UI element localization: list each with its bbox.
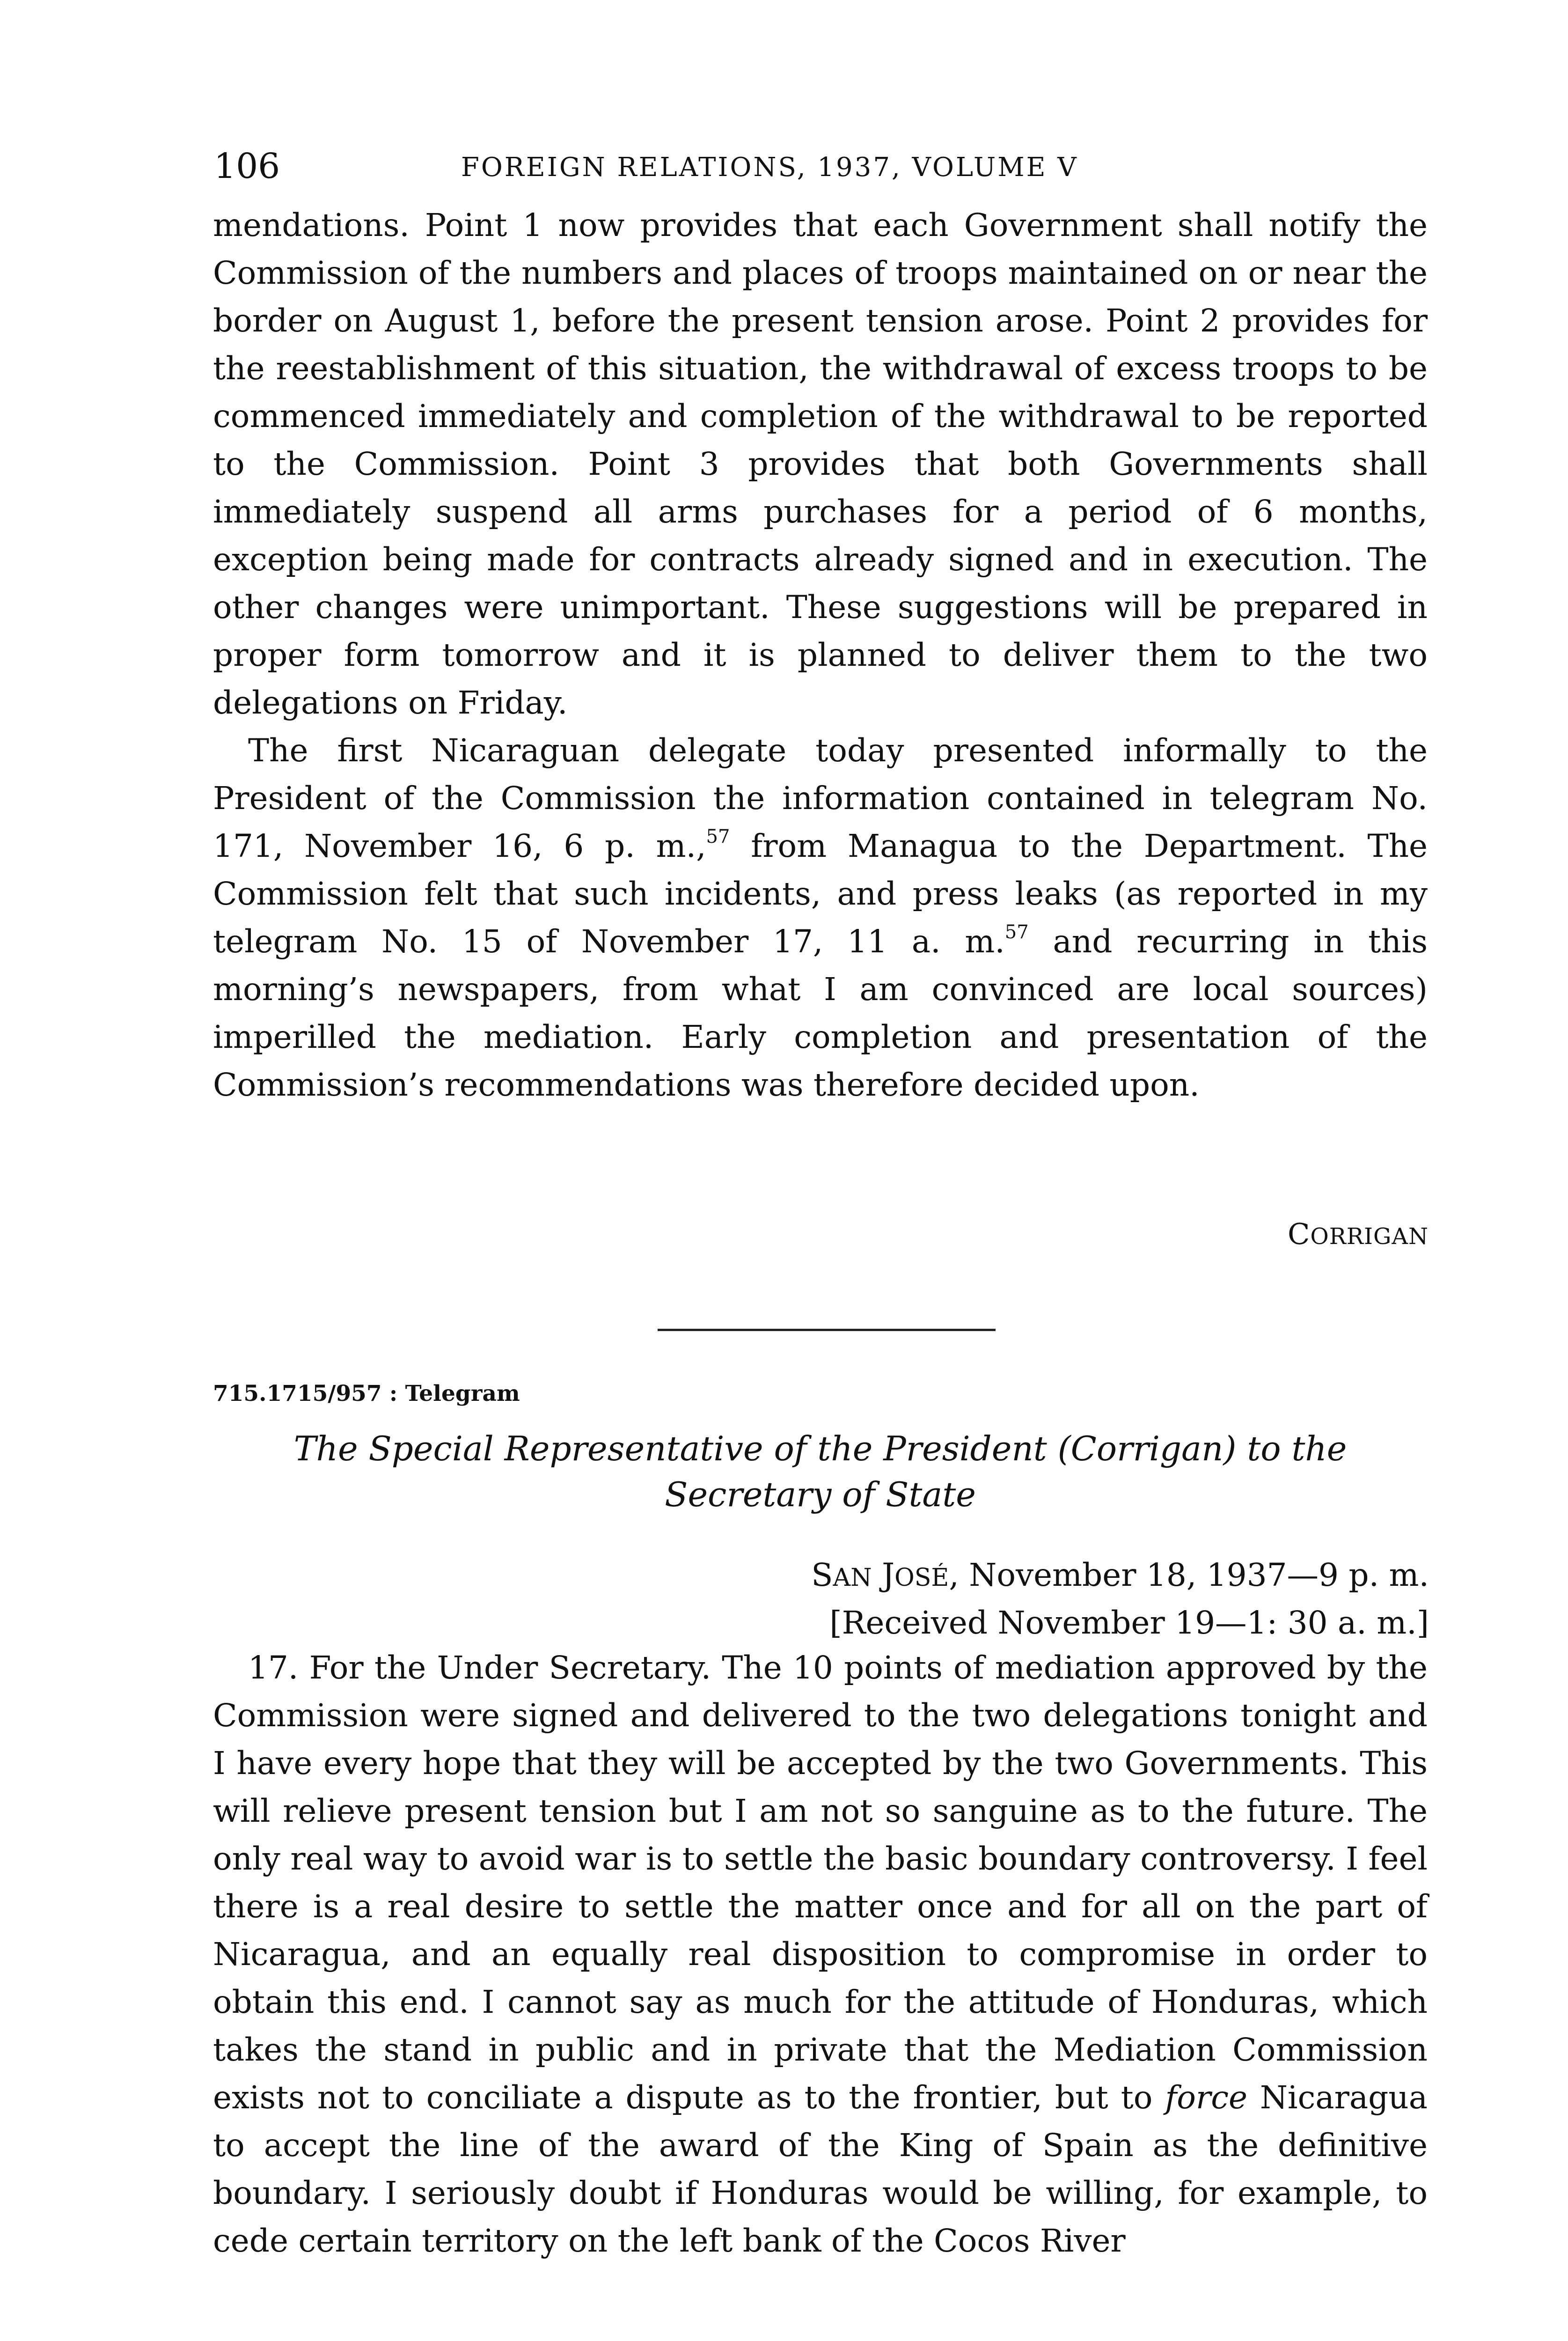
page-number: 106 [214,146,280,186]
running-title: FOREIGN RELATIONS, 1937, VOLUME V [461,152,1078,183]
signature: CORRIGAN [1287,1217,1429,1251]
paragraph-3: 17. For the Under Secretary. The 10 points of mediation approved by the Commission were signed and delivered to the two delegations tonight and I have every hope that they will be accepted by the two Governments. This will relieve present tension but I am not so sanguine as to the future. The only real way to avoid war is to settle the basic boundary controversy. I feel there is a real desire to settle the matter once and for all on the part of Nicaragua, and an equally real disposition to compromise in order to obtain this end. I cannot say as much for the attitude of Honduras, which takes the stand in public and in private that the Mediation Commission exists not to conciliate a dispute as to the frontier, but to force Nicaragua to accept the line of the award of the King of Spain as the definitive boundary. I seriously doubt if Honduras would be willing, for example, to cede certain territory on the left bank of the Cocos River [213,1649,1428,2259]
section-divider [658,1329,996,1331]
paragraph-1: mendations. Point 1 now provides that each Government shall notify the Commission of the numbers and places of troops maintained on or near the border on August 1, before the present tension arose. Point 2 provides for the reestablishment of this situation, the withdrawal of excess troops to be commenced immediately and completion of the withdrawal to be reported to the Commission. Point 3 provides that both Governments shall immediately suspend all arms purchases for a period of 6 months, exception being made for contracts already signed and in execution. The other changes were unimportant. These suggestions will be prepared in proper form tomorrow and it is planned to deliver them to the two delegations on Friday. [213,206,1428,721]
emphasis-force: force [1165,2079,1247,2116]
heading-line-1: The Special Representative of the President (Corrigan) to the [293,1429,1347,1468]
footnote-ref: 57 [706,826,730,847]
place-date-line: SAN JOSÉ, November 18, 1937—9 p. m. [811,1556,1429,1593]
paragraph-2: The first Nicaraguan delegate today presented informally to the President of the Commission the information contained in telegram No. 171, November 16, 6 p. m.,$^{57}$ from Managua to the Department. The Commission felt that such incidents, and press leaks (as reported in my telegram No. 15 of November 17, 11 a. m.$^{57}$ and recurring in this morning’s newspapers, from what I am convinced are local sources) imperilled the mediation. Early completion and presentation of the Commission’s recommendations was therefore decided upon. [213,732,1428,1103]
telegram-1-body [213,201,1428,1109]
received-line: [Received November 19—1: 30 a. m.] [829,1604,1429,1641]
telegram-2-body [213,1644,1428,2265]
document-heading [213,1426,1428,1517]
file-reference: 715.1715/957 : Telegram [213,1381,520,1406]
footnote-ref: 57 [1004,921,1029,943]
heading-line-2: Secretary of State [665,1475,976,1514]
